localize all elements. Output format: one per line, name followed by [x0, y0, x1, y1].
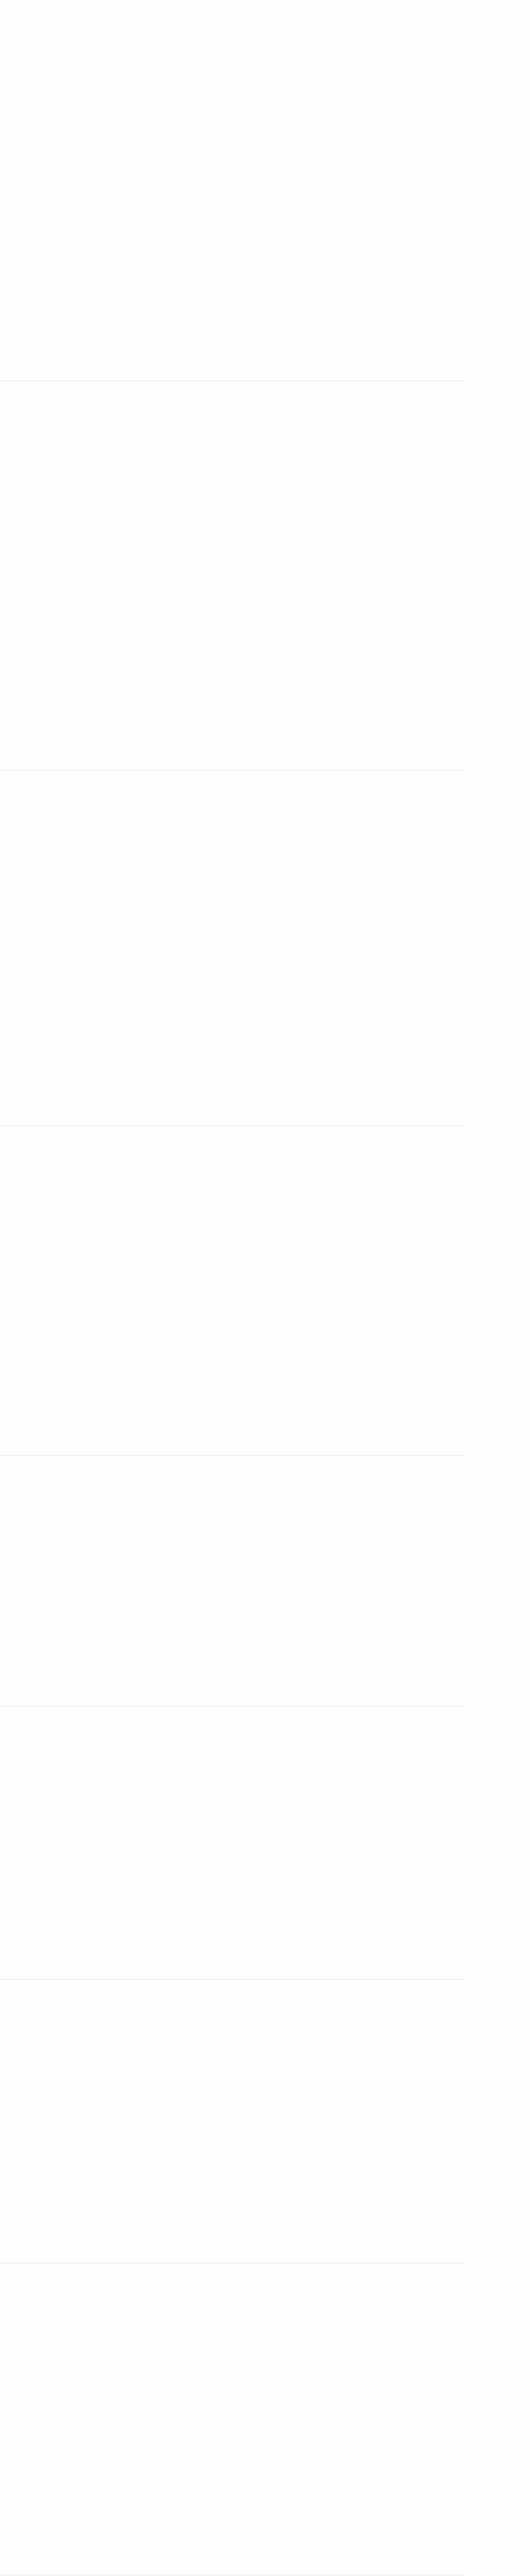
content-section-4 [0, 1126, 464, 1455]
content-section-5 [0, 1456, 464, 1706]
content-section-7 [0, 1980, 464, 2263]
content-section-8 [0, 2263, 464, 2575]
content-section-6 [0, 1707, 464, 1979]
content-section-1 [0, 0, 464, 381]
content-section-2 [0, 381, 464, 770]
content-section-3 [0, 770, 464, 1125]
